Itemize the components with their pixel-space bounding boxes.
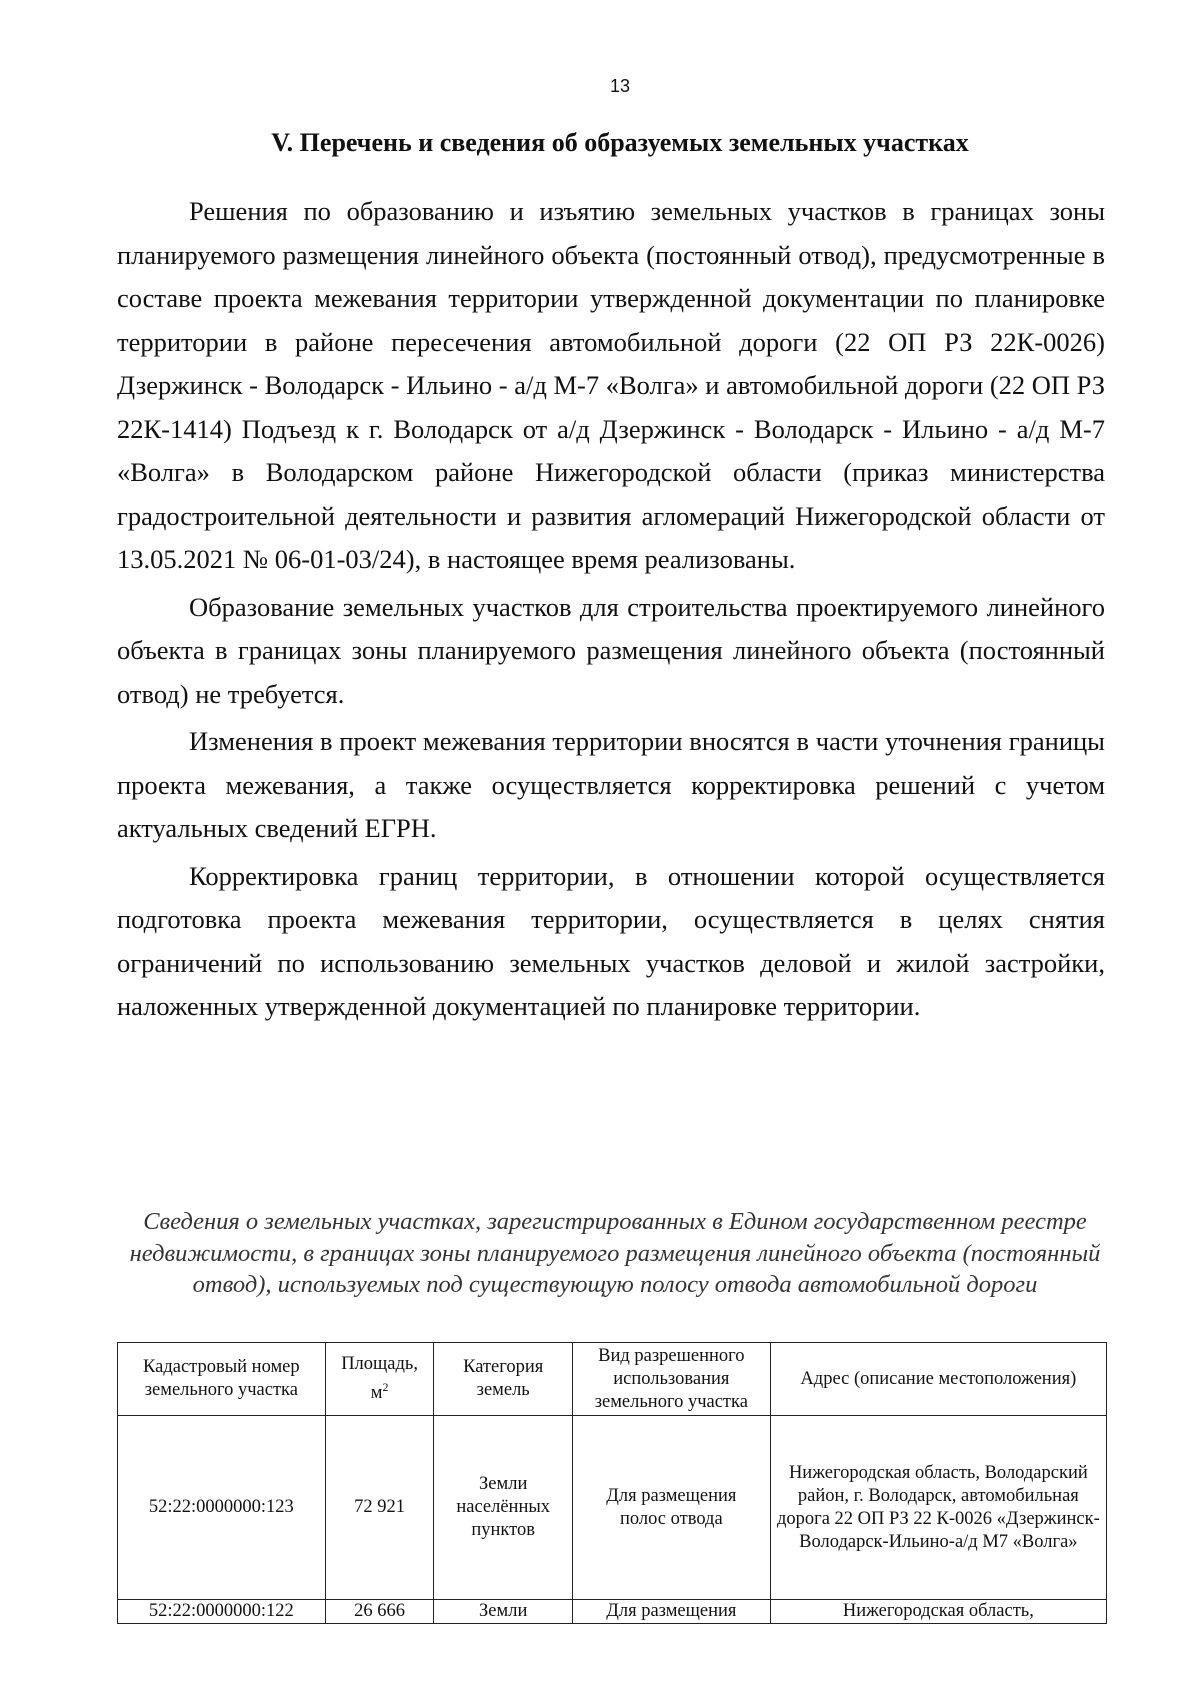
cell-permitted-use: Для размещения [572,1600,770,1624]
cell-permitted-use: Для размещения полос отвода [572,1416,770,1600]
land-plots-table [117,1342,1107,1624]
section-heading: V. Перечень и сведения об образуемых земельных участках [271,128,969,157]
cell-land-category: Земли населённых пунктов [434,1416,572,1600]
cell-address: Нижегородская область, [770,1600,1106,1624]
table-row [118,1416,1107,1600]
body-text [117,190,1105,1033]
paragraph: Образование земельных участков для строительства проектируемого линейного объекта в границах зоны планируемого размещения линейного объекта (постоянный отвод) не требуется. [117,591,1105,709]
table-row [118,1600,1107,1624]
header-area-unit [370,1379,389,1404]
cell-area: 72 921 [325,1416,434,1600]
cell-land-category: Земли [434,1600,572,1624]
area-unit-power: 2 [382,1379,389,1394]
header-land-category: Категория земель [434,1343,572,1416]
table-caption: Сведения о земельных участках, зарегистрированных в Едином государственном реестре недвижимости, в границах зоны планируемого размещения линейного объекта (постоянный отвод), используемых под существующую полосу отвода автомобильной дороги [129,1208,1101,1298]
paragraph: Изменения в проект межевания территории вносятся в части уточнения границы проекта межевания, а также осуществляется корректировка решений с учетом актуальных сведений ЕГРН. [117,726,1105,843]
cell-cadastral-number: 52:22:0000000:123 [118,1416,326,1600]
page-number: 13 [609,76,631,96]
table-header-row [118,1343,1107,1416]
header-address: Адрес (описание местоположения) [770,1343,1106,1416]
paragraph: Корректировка границ территории, в отношении которой осуществляется подготовка проекта межевания территории, осуществляется в целях снятия ограничений по использованию земельных участков деловой и жилой застройки, наложенных утвержденной документацией по планировке территории. [117,860,1105,1021]
header-cadastral-number: Кадастровый номер земельного участка [118,1343,326,1416]
cell-area: 26 666 [325,1600,434,1624]
area-unit-symbol: м [370,1383,383,1404]
header-area [325,1343,434,1416]
cell-cadastral-number: 52:22:0000000:122 [118,1600,326,1624]
header-area-label: Площадь, [341,1353,418,1374]
header-permitted-use: Вид разрешенного использования земельного участка [572,1343,770,1416]
paragraph: Решения по образованию и изъятию земельных участков в границах зоны планируемого размещения линейного объекта (постоянный отвод), предусмотренные в составе проекта межевания территории утвержденной документации по планировке территории в районе пересечения автомобильной дороги (22 ОП РЗ 22К-0026) Дзержинск - Володарск - Ильино - а/д М-7 «Волга» и автомобильной дороги (22 ОП РЗ 22К-1414) Подъезд к г. Володарск от а/д Дзержинск - Володарск - Ильино - а/д М-7 «Волга» в Володарском районе Нижегородской области (приказ министерства градостроительной деятельности и развития агломераций Нижегородской области от 13.05.2021 № 06-01-03/24), в настоящее время реализованы. [117,196,1106,574]
land-plots-table-container [117,1342,1107,1624]
cell-address: Нижегородская область, Володарский район, г. Володарск, автомобильная дорога 22 ОП РЗ 22 К-0026 «Дзержинск-Володарск-Ильино-а/д М7 «Волга» [770,1416,1106,1600]
